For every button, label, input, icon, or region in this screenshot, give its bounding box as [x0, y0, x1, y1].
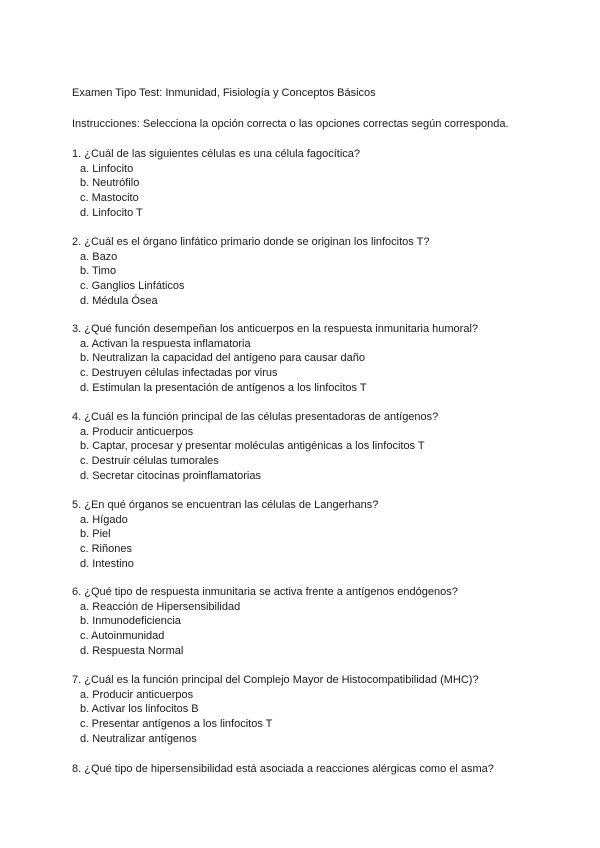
question-stem: 4. ¿Cuál es la función principal de las células presentadoras de antígenos? — [72, 411, 439, 423]
option-a: a. Bazo — [80, 250, 118, 263]
option-c: c. Ganglios Linfáticos — [80, 280, 185, 293]
instructions-text: Instrucciones: Selecciona la opción correcta o las opciones correctas según corresponda. — [72, 118, 509, 130]
question-stem: 2. ¿Cuál es el órgano linfático primario donde se originan los linfocitos T? — [72, 236, 430, 248]
option-d: d. Secretar citocinas proinflamatorias — [80, 469, 261, 482]
option-b: b. Neutralizan la capacidad del antígeno para causar daño — [80, 352, 365, 365]
option-d: d. Intestino — [80, 557, 134, 570]
option-c: c. Mastocito — [80, 192, 139, 205]
option-d: d. Estimulan la presentación de antígenos a los linfocitos T — [80, 381, 367, 394]
option-b: b. Timo — [80, 265, 117, 278]
options-list — [72, 162, 360, 221]
options-list — [72, 600, 458, 659]
options-list — [72, 688, 479, 747]
question-stem: 8. ¿Qué tipo de hipersensibilidad está asociada a reacciones alérgicas como el asma? — [72, 763, 494, 775]
option-b: b. Activar los linfocitos B — [80, 703, 199, 716]
option-a: a. Linfocito — [80, 162, 134, 175]
option-b: b. Inmunodeficiencia — [80, 615, 181, 628]
option-c: c. Destruir células tumorales — [80, 455, 219, 468]
option-b: b. Piel — [80, 528, 111, 541]
option-d: d. Médula Ósea — [80, 294, 158, 307]
question-1 — [72, 147, 360, 221]
option-c: c. Riñones — [80, 543, 132, 556]
option-a: a. Reacción de Hipersensibilidad — [80, 600, 241, 613]
option-c: c. Autoinmunidad — [80, 630, 165, 643]
option-a: a. Hígado — [80, 513, 128, 526]
question-6 — [72, 585, 458, 659]
question-stem: 7. ¿Cuál es la función principal del Complejo Mayor de Histocompatibilidad (MHC)? — [72, 674, 479, 686]
question-stem: 1. ¿Cuál de las siguientes células es una célula fagocítica? — [72, 148, 361, 160]
question-8 — [72, 762, 494, 777]
options-list — [72, 425, 438, 484]
question-3 — [72, 322, 478, 396]
document-title: Examen Tipo Test: Inmunidad, Fisiología y Conceptos Básicos — [72, 87, 376, 99]
option-c: c. Destruyen células infectadas por virus — [80, 367, 278, 380]
option-a: a. Activan la respuesta inflamatoria — [80, 337, 251, 350]
options-list — [72, 250, 430, 309]
option-c: c. Presentar antígenos a los linfocitos T — [80, 718, 273, 731]
option-b: b. Captar, procesar y presentar moléculas antigénicas a los linfocitos T — [80, 440, 425, 453]
question-stem: 6. ¿Qué tipo de respuesta inmunitaria se activa frente a antígenos endógenos? — [72, 586, 458, 598]
option-b: b. Neutrófilo — [80, 177, 140, 190]
option-a: a. Producir anticuerpos — [80, 688, 194, 701]
question-stem: 3. ¿Qué función desempeñan los anticuerpos en la respuesta inmunitaria humoral? — [72, 323, 479, 335]
question-stem: 5. ¿En qué órganos se encuentran las células de Langerhans? — [72, 499, 379, 511]
question-7 — [72, 673, 479, 747]
options-list — [72, 513, 378, 572]
question-4 — [72, 410, 438, 484]
option-d: d. Respuesta Normal — [80, 644, 184, 657]
question-5 — [72, 498, 378, 572]
options-list — [72, 337, 478, 396]
option-d: d. Linfocito T — [80, 206, 143, 219]
question-2 — [72, 235, 430, 309]
option-d: d. Neutralizar antígenos — [80, 732, 197, 745]
option-a: a. Producir anticuerpos — [80, 425, 194, 438]
